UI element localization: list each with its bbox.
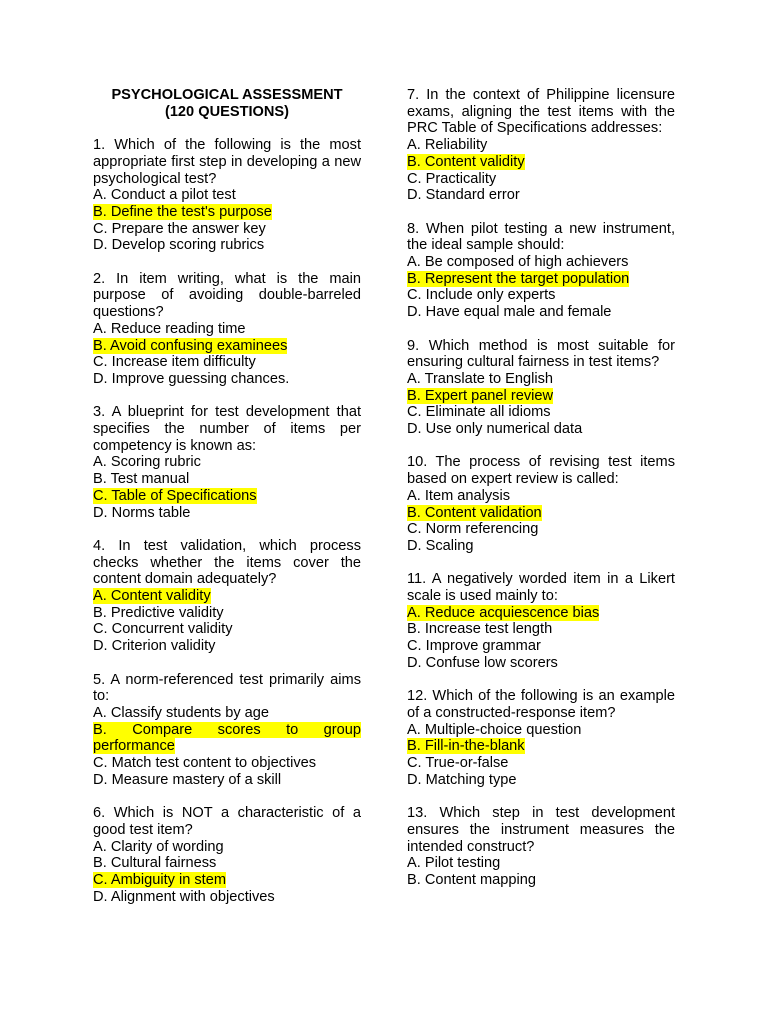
question-block — [93, 271, 361, 388]
answer-option-highlighted — [407, 271, 675, 288]
option-text: D. Criterion validity — [93, 638, 216, 655]
answer-option-highlighted — [407, 738, 675, 755]
option-text: D. Scaling — [407, 537, 474, 554]
answer-option — [407, 722, 675, 739]
option-text: B. Increase test length — [407, 621, 553, 638]
answer-option — [93, 855, 361, 872]
question-block — [93, 404, 361, 521]
option-text: A. Scoring rubric — [93, 454, 201, 471]
answer-option — [93, 638, 361, 655]
answer-option — [407, 254, 675, 271]
question-stem: 3. A blueprint for test development that specifies the number of items per competency is known as: — [93, 404, 361, 454]
question-stem: 13. Which step in test development ensures the instrument measures the intended construct? — [407, 805, 675, 855]
option-text: C. True-or-false — [407, 755, 509, 772]
option-text: B. Represent the target population — [407, 270, 630, 287]
option-text: C. Increase item difficulty — [93, 354, 256, 371]
answer-option — [407, 872, 675, 889]
answer-option — [93, 237, 361, 254]
answer-option — [93, 187, 361, 204]
answer-option — [407, 171, 675, 188]
question-block — [93, 137, 361, 254]
answer-option — [93, 221, 361, 238]
question-block — [407, 87, 675, 204]
option-text: B. Fill-in-the-blank — [407, 738, 525, 755]
option-text: A. Item analysis — [407, 487, 511, 504]
right-question-list — [407, 87, 675, 905]
option-text: C. Prepare the answer key — [93, 220, 266, 237]
answer-option — [407, 404, 675, 421]
question-stem: 10. The process of revising test items based on expert review is called: — [407, 454, 675, 488]
answer-option — [93, 354, 361, 371]
option-text: A. Reduce acquiescence bias — [407, 604, 600, 621]
option-text: D. Confuse low scorers — [407, 654, 558, 671]
option-text: D. Standard error — [407, 187, 520, 204]
question-block — [407, 221, 675, 321]
question-stem: 8. When pilot testing a new instrument, the ideal sample should: — [407, 220, 675, 254]
option-text: D. Develop scoring rubrics — [93, 237, 265, 254]
option-text: A. Conduct a pilot test — [93, 187, 236, 204]
question-stem: 2. In item writing, what is the main purpose of avoiding double-barreled questions? — [93, 270, 361, 321]
answer-option — [407, 772, 675, 789]
option-text: A. Content validity — [93, 588, 211, 605]
left-column — [93, 87, 361, 922]
question-stem: 7. In the context of Philippine licensure exams, aligning the test items with the PRC Table of Specifications addresses: — [407, 87, 675, 137]
answer-option — [93, 705, 361, 722]
question-stem: 11. A negatively worded item in a Likert scale is used mainly to: — [407, 571, 675, 605]
question-block — [93, 672, 361, 789]
question-stem: 5. A norm-referenced test primarily aims to: — [93, 671, 361, 705]
answer-option — [407, 538, 675, 555]
answer-option — [93, 505, 361, 522]
option-text: D. Alignment with objectives — [93, 888, 275, 905]
option-text: A. Clarity of wording — [93, 838, 224, 855]
option-text: D. Improve guessing chances. — [93, 370, 290, 387]
option-text: C. Norm referencing — [407, 521, 539, 538]
question-block — [407, 805, 675, 889]
option-text: A. Reduce reading time — [93, 320, 246, 337]
option-text: C. Concurrent validity — [93, 621, 233, 638]
option-text: D. Use only numerical data — [407, 421, 583, 438]
option-text: D. Matching type — [407, 771, 517, 788]
option-text: B. Cultural fairness — [93, 855, 217, 872]
answer-option-highlighted — [93, 338, 361, 355]
option-text: C. Practicality — [407, 170, 497, 187]
answer-option — [407, 638, 675, 655]
option-text: A. Pilot testing — [407, 855, 501, 872]
answer-option — [93, 772, 361, 789]
option-text: C. Ambiguity in stem — [93, 871, 227, 888]
left-question-list — [93, 137, 361, 922]
answer-option-highlighted — [407, 505, 675, 522]
answer-option — [93, 621, 361, 638]
answer-option — [93, 755, 361, 772]
answer-option-highlighted — [407, 388, 675, 405]
answer-option — [93, 371, 361, 388]
option-text: B. Define the test's purpose — [93, 203, 272, 220]
answer-option — [93, 605, 361, 622]
answer-option — [407, 421, 675, 438]
answer-option — [407, 304, 675, 321]
question-block — [407, 454, 675, 554]
option-text: B. Content mapping — [407, 871, 536, 888]
answer-option-highlighted — [407, 154, 675, 171]
question-stem: 9. Which method is most suitable for ensuring cultural fairness in test items? — [407, 337, 675, 371]
answer-option — [407, 655, 675, 672]
answer-option — [407, 287, 675, 304]
question-stem: 6. Which is NOT a characteristic of a good test item? — [93, 805, 361, 838]
answer-option-highlighted — [93, 588, 361, 605]
option-text: B. Avoid confusing examinees — [93, 337, 288, 354]
option-text: D. Measure mastery of a skill — [93, 771, 282, 788]
option-text: A. Translate to English — [407, 370, 554, 387]
answer-option — [407, 621, 675, 638]
option-text: A. Be composed of high achievers — [407, 254, 629, 271]
answer-option — [407, 755, 675, 772]
option-text: C. Table of Specifications — [93, 487, 257, 504]
answer-option — [407, 521, 675, 538]
option-text: C. Match test content to objectives — [93, 755, 317, 772]
question-block — [93, 805, 361, 905]
answer-option — [407, 371, 675, 388]
answer-option-highlighted — [93, 722, 361, 755]
answer-option-highlighted — [93, 204, 361, 221]
option-text: D. Norms table — [93, 504, 191, 521]
option-text: B. Content validity — [407, 153, 525, 170]
option-text: B. Expert panel review — [407, 387, 554, 404]
answer-option — [407, 488, 675, 505]
answer-option — [93, 454, 361, 471]
option-text: B. Compare scores to group performance — [93, 721, 361, 755]
document-subtitle: (120 QUESTIONS) — [164, 103, 290, 120]
answer-option-highlighted — [93, 872, 361, 889]
question-block — [407, 688, 675, 788]
question-block — [93, 538, 361, 655]
question-stem: 4. In test validation, which process checks whether the items cover the content domain adequately? — [93, 537, 361, 588]
answer-option — [93, 321, 361, 338]
option-text: A. Multiple-choice question — [407, 721, 582, 738]
document-title: PSYCHOLOGICAL ASSESSMENT — [111, 87, 343, 103]
option-text: B. Content validation — [407, 504, 542, 521]
option-text: C. Include only experts — [407, 287, 556, 304]
answer-option — [93, 471, 361, 488]
option-text: A. Classify students by age — [93, 704, 270, 721]
question-block — [407, 338, 675, 438]
answer-option-highlighted — [407, 605, 675, 622]
answer-option — [93, 839, 361, 856]
answer-option — [93, 889, 361, 906]
question-stem: 1. Which of the following is the most appropriate first step in developing a new psychological test? — [93, 137, 361, 187]
right-column — [407, 87, 675, 905]
option-text: B. Predictive validity — [93, 604, 224, 621]
question-block — [407, 571, 675, 671]
answer-option — [407, 855, 675, 872]
option-text: C. Improve grammar — [407, 638, 541, 655]
option-text: A. Reliability — [407, 137, 488, 154]
option-text: B. Test manual — [93, 471, 190, 488]
option-text: C. Eliminate all idioms — [407, 404, 551, 421]
answer-option — [407, 137, 675, 154]
question-stem: 12. Which of the following is an example of a constructed-response item? — [407, 688, 675, 721]
option-text: D. Have equal male and female — [407, 304, 612, 321]
answer-option — [407, 187, 675, 204]
answer-option-highlighted — [93, 488, 361, 505]
